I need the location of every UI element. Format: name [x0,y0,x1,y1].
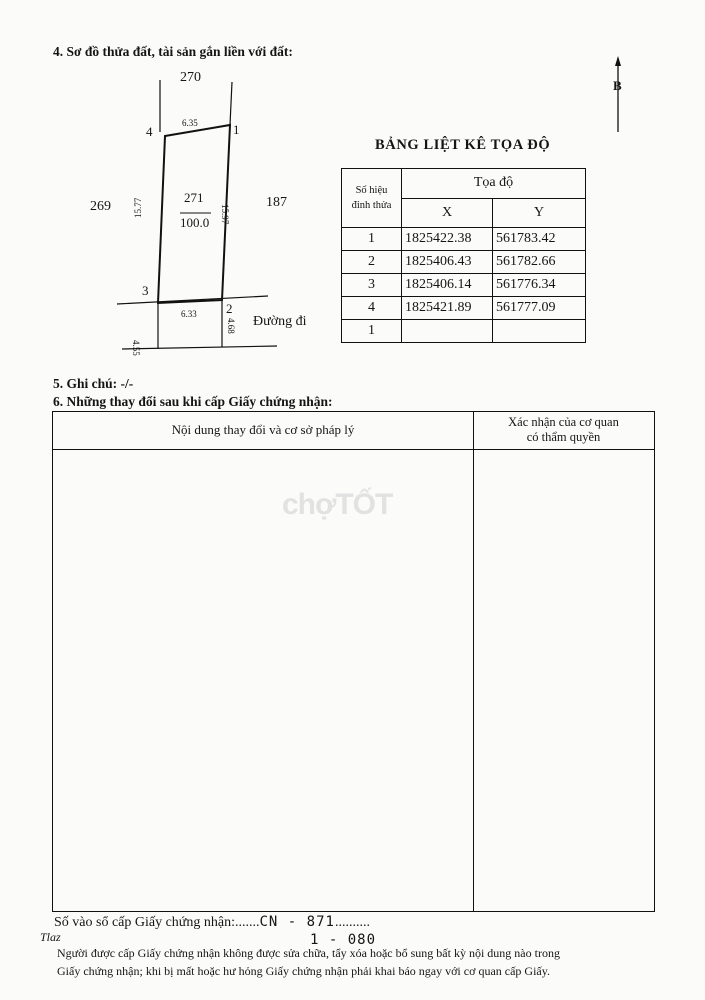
road-edge-line [117,296,268,304]
neighbor-right-number: 187 [266,195,287,210]
registry-line: Số vào sổ cấp Giấy chứng nhận:.......CN - 871.......... [54,914,370,930]
edge-length-left: 15.77 [133,197,143,218]
parcel-area: 100.0 [180,215,210,230]
vertex-label-2: 2 [226,301,233,316]
vertex-label-3: 3 [142,283,149,298]
road-length-right: 4.68 [226,318,236,334]
col-header-confirmation: Xác nhận của cơ quan có thẩm quyền [508,415,619,444]
parcel-number: 271 [184,190,204,205]
column-divider [473,412,474,911]
table-row: 4 1825421.89 561777.09 [342,297,586,320]
watermark-logo: chợTỐT [282,488,393,521]
col-header-y: Y [493,198,586,228]
north-label: B [613,78,622,93]
edge-length-bottom: 6.33 [181,309,197,319]
footer-note-line-1: Người được cấp Giấy chứng nhận không được sửa chữa, tẩy xóa hoặc bổ sung bất kỳ nội dung nào trong [57,946,560,960]
vertex-label-1: 1 [233,122,240,137]
header-divider [53,449,654,450]
edge-length-top: 6.35 [182,118,198,128]
section-6-heading: 6. Những thay đổi sau khi cấp Giấy chứng nhận: [53,394,333,409]
registry-sub-number: 1 - 080 [310,932,377,948]
neighbor-left-number: 269 [90,199,111,214]
col-header-x: X [402,198,493,228]
col-header-vertex: Số hiệu đỉnh thửa [342,169,402,228]
col-header-changes: Nội dung thay đổi và cơ sở pháp lý [171,422,355,437]
section-5-heading: 5. Ghi chú: -/- [53,376,134,391]
table-row: 3 1825406.14 561776.34 [342,274,586,297]
north-arrow-head-icon [615,56,621,66]
section-4-heading: 4. Sơ đồ thửa đất, tài sản gắn liền với đất: [53,44,293,59]
road-edge-line [122,346,277,349]
coord-table-title: BẢNG LIỆT KÊ TỌA ĐỘ [375,137,551,153]
road-label: Đường đi [253,314,307,329]
table-row: 1 [342,320,586,343]
signature: Tlaz [40,930,61,944]
edge-length-right: 15.97 [220,204,230,225]
registry-number: CN - 871 [259,914,335,930]
changes-table [52,411,655,912]
vertex-label-4: 4 [146,124,153,139]
col-header-coords: Tọa độ [402,169,586,199]
boundary-line [230,82,232,125]
neighbor-top-number: 270 [180,70,201,85]
table-row: 2 1825406.43 561782.66 [342,251,586,274]
footer-note-line-2: Giấy chứng nhận; khi bị mất hoặc hư hỏng Giấy chứng nhận phải khai báo ngay với cơ quan cấp Giấy. [57,964,550,978]
road-length-left: 4.55 [131,340,141,356]
table-row: 1 1825422.38 561783.42 [342,228,586,251]
coord-table [341,168,586,343]
